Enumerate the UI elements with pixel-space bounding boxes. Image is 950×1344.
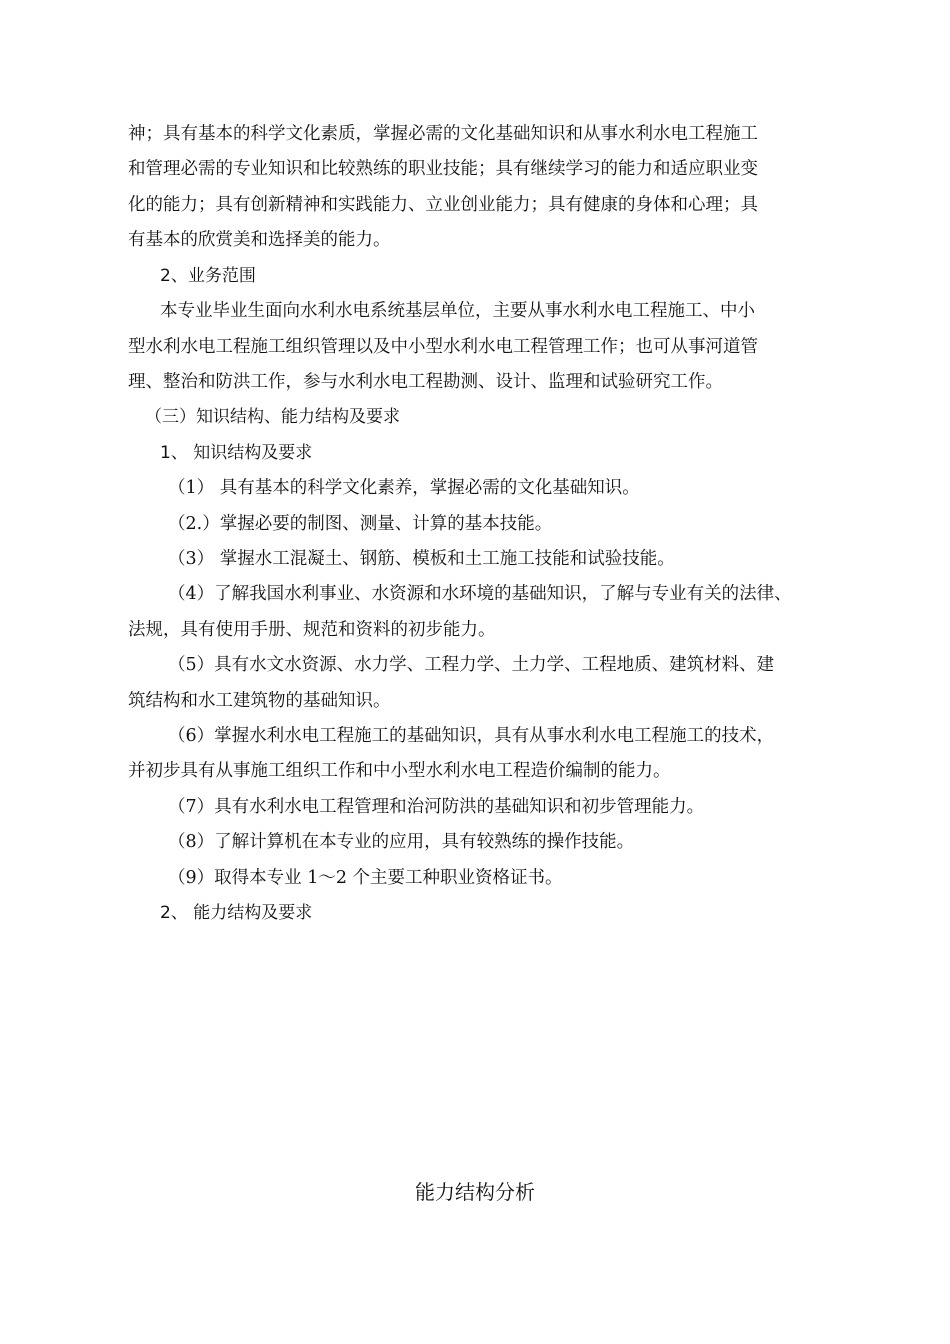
list-item: （5）具有水文水资源、水力学、工程力学、土力学、工程地质、建筑材料、建 [168,655,775,675]
paragraph-line: 化的能力；具有创新精神和实践能力、立业创业能力；具有健康的身体和心理；具 [128,195,758,215]
figure-caption: 能力结构分析 [415,1180,535,1204]
subheading-business-scope: 2、业务范围 [160,266,256,286]
paragraph-line: 型水利水电工程施工组织管理以及中小型水利水电工程管理工作；也可从事河道管 [128,337,758,357]
section-heading-knowledge-ability: （三）知识结构、能力结构及要求 [145,407,400,427]
paragraph-line: 神；具有基本的科学文化素质，掌握必需的文化基础知识和从事水利水电工程施工 [128,124,758,144]
list-item: （1） 具有基本的科学文化素养，掌握必需的文化基础知识。 [168,478,640,498]
paragraph-line: 理、整治和防洪工作，参与水利水电工程勘测、设计、监理和试验研究工作。 [128,372,723,392]
list-item: （6）掌握水利水电工程施工的基础知识，具有从事水利水电工程施工的技术， [168,726,775,746]
paragraph-line: 和管理必需的专业知识和比较熟练的职业技能；具有继续学习的能力和适应职业变 [128,159,758,179]
list-item: （3） 掌握水工混凝土、钢筋、模板和土工施工技能和试验技能。 [168,549,675,569]
list-item-continuation: 并初步具有从事施工组织工作和中小型水利水电工程造价编制的能力。 [128,761,671,781]
list-item: （7）具有水利水电工程管理和治河防洪的基础知识和初步管理能力。 [168,797,705,817]
subheading-knowledge-structure: 1、 知识结构及要求 [160,443,313,463]
list-item: （8）了解计算机在本专业的应用，具有较熟练的操作技能。 [168,832,635,852]
subheading-ability-structure: 2、 能力结构及要求 [160,903,313,923]
list-item-continuation: 法规，具有使用手册、规范和资料的初步能力。 [128,620,496,640]
list-item-continuation: 筑结构和水工建筑物的基础知识。 [128,691,391,711]
paragraph-line: 本专业毕业生面向水利水电系统基层单位，主要从事水利水电工程施工、中小 [160,301,755,321]
paragraph-line: 有基本的欣赏美和选择美的能力。 [128,230,391,250]
list-item: （4）了解我国水利事业、水资源和水环境的基础知识，了解与专业有关的法律、 [168,584,792,604]
list-item: （2.）掌握必要的制图、测量、计算的基本技能。 [168,514,553,534]
list-item: （9）取得本专业 1～2 个主要工种职业资格证书。 [168,868,563,888]
